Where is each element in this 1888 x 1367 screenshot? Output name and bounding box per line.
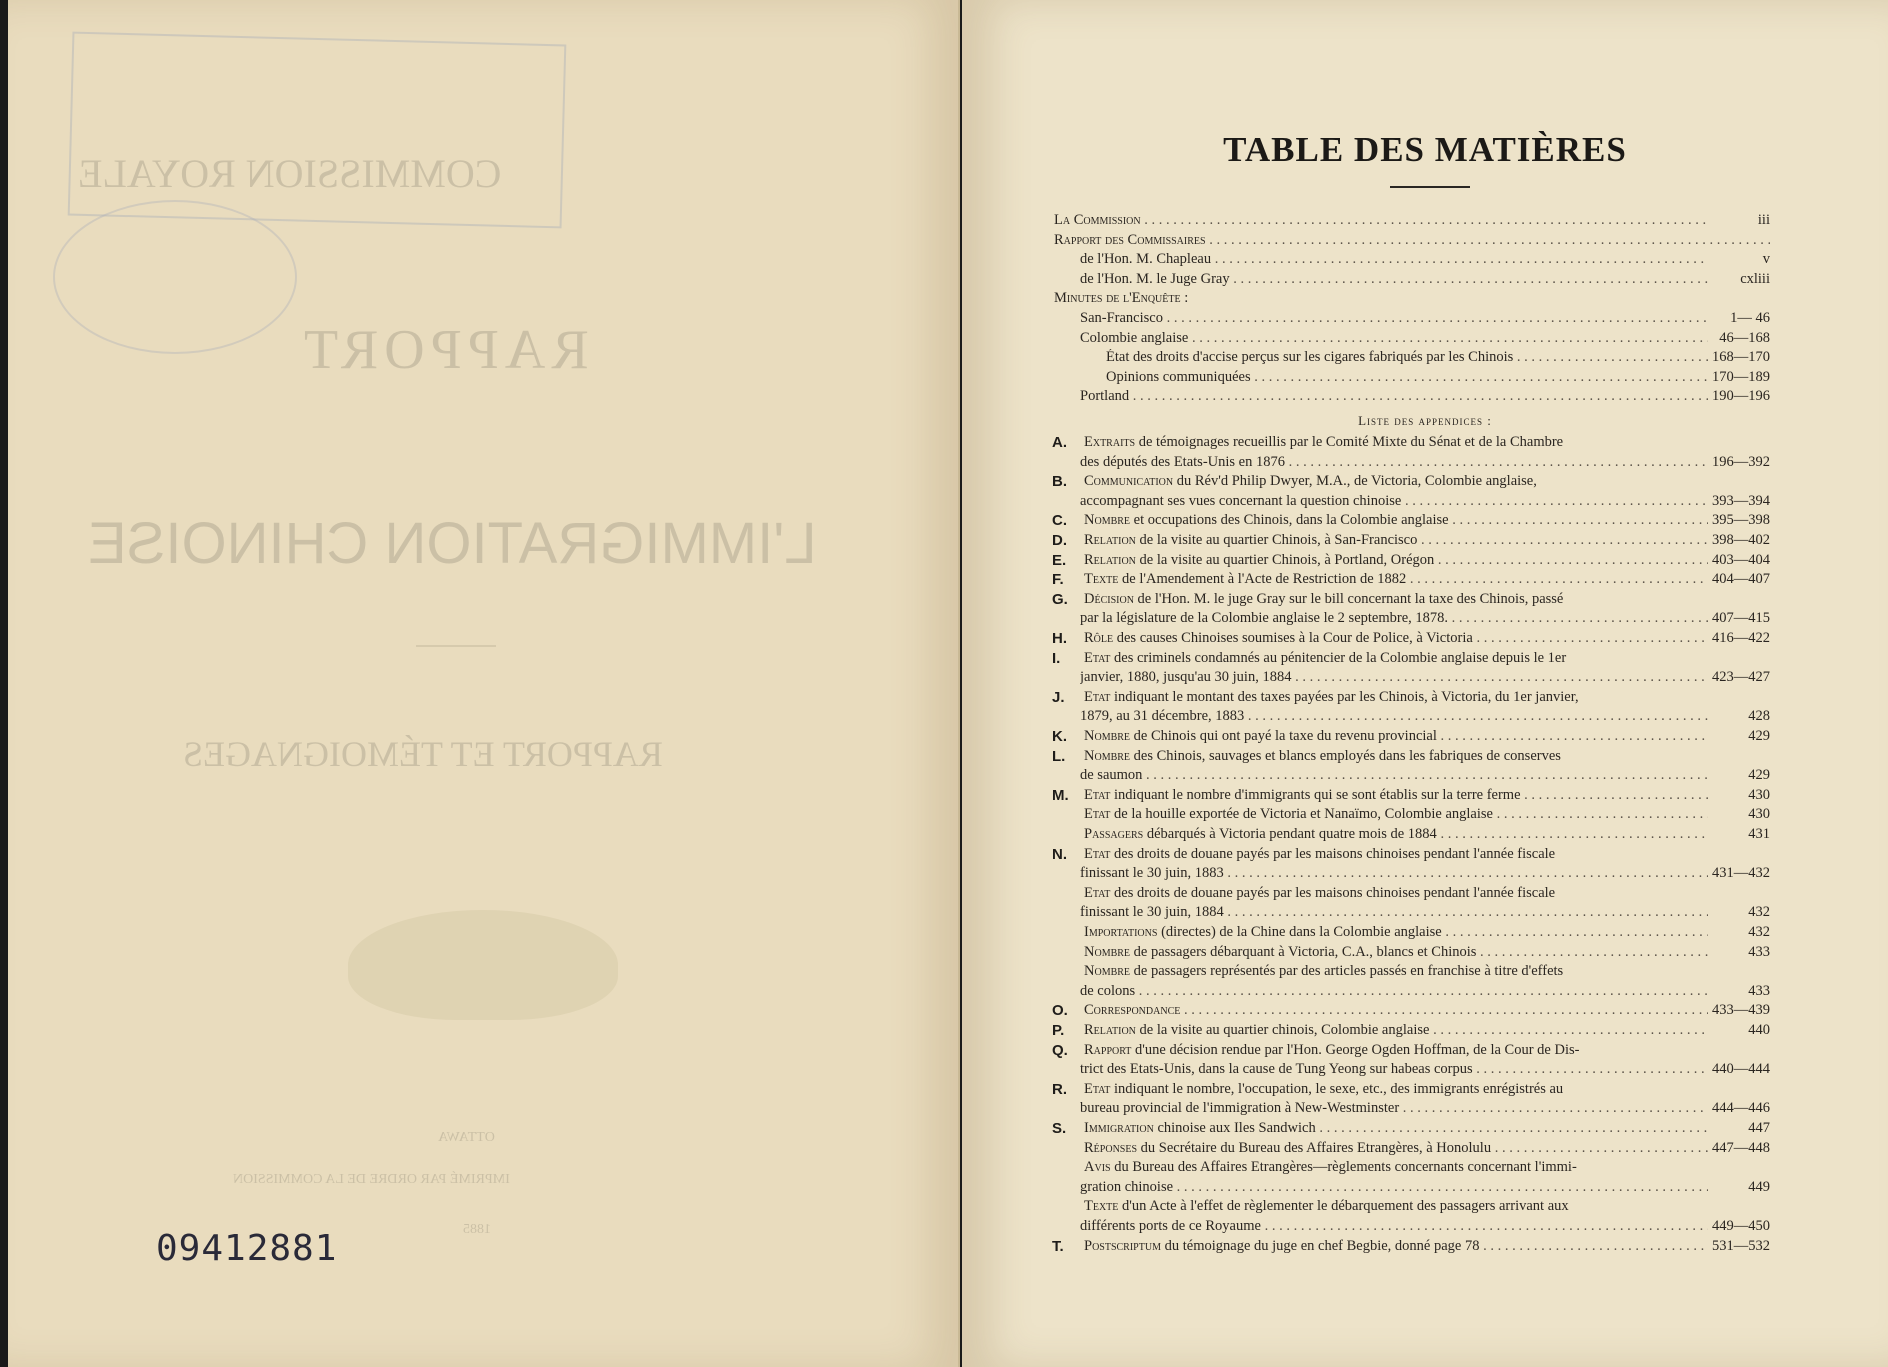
entry-lead: Immigration — [1084, 1120, 1154, 1136]
entry-text — [1084, 552, 1708, 569]
toc-row — [962, 473, 1888, 492]
toc-row — [962, 571, 1888, 590]
entry-lead: Relation — [1084, 532, 1136, 548]
entry-lead: Correspondance — [1084, 1002, 1181, 1019]
entry-lead: Texte — [1084, 1198, 1119, 1215]
toc-row — [962, 1100, 1888, 1119]
appendix-letter: N. — [1052, 845, 1067, 863]
page-reference: 433—439 — [1712, 1002, 1770, 1019]
page-reference: 395—398 — [1712, 512, 1770, 529]
entry-text — [1080, 983, 1708, 1000]
entry-text — [1084, 591, 1770, 608]
appendix-letter: L. — [1052, 747, 1066, 765]
show-through-temoignages: RAPPORT ET TÉMOIGNAGES — [183, 734, 663, 774]
appendix-letter: B. — [1052, 473, 1067, 491]
toc-row — [962, 434, 1888, 453]
toc-row — [962, 885, 1888, 904]
entry-text — [1084, 512, 1708, 529]
toc-row — [962, 924, 1888, 943]
toc-row — [962, 232, 1888, 251]
entry-body: de colons — [1080, 982, 1136, 999]
entry-body: du témoignage du juge en chef Begbie, donné page 78 — [1160, 1237, 1480, 1254]
entry-text — [1084, 1198, 1770, 1215]
entry-text — [1084, 806, 1708, 823]
page-reference: 430 — [1748, 786, 1770, 803]
toc-row — [962, 493, 1888, 512]
page-reference: 432 — [1748, 924, 1770, 940]
page-reference: 440 — [1748, 1022, 1770, 1038]
entry-body: de passagers représentés par des articles passés en franchise à titre d'effets — [1130, 963, 1564, 980]
entry-text — [1084, 630, 1708, 647]
appendix-letter: T. — [1052, 1237, 1064, 1255]
entry-body: de la visite au quartier Chinois, à San-Francisco — [1135, 532, 1418, 548]
entry-text — [1080, 610, 1708, 627]
entry-body: du Bureau des Affaires Etrangères—règlements concernants concernant l'immi- — [1110, 1159, 1577, 1176]
toc-row — [962, 1061, 1888, 1080]
toc-row — [962, 904, 1888, 923]
entry-body: de l'Hon. M. Chapleau — [1080, 251, 1212, 268]
entry-lead: Rapport — [1084, 1041, 1132, 1058]
entry-body: des droits de douane payés par les maisons chinoises pendant l'année fiscale — [1110, 845, 1556, 862]
entry-text — [1084, 826, 1708, 843]
entry-text — [1084, 650, 1770, 667]
entry-body: indiquant le nombre d'immigrants qui se sont établis sur la terre ferme — [1110, 786, 1521, 803]
entry-text — [1080, 865, 1708, 882]
appendix-heading: Liste des appendices : — [1358, 413, 1492, 428]
entry-body: et occupations des Chinois, dans la Colombie anglaise — [1130, 512, 1449, 529]
toc-row — [962, 212, 1888, 231]
entry-body: Colombie anglaise — [1080, 329, 1189, 346]
right-page — [962, 0, 1888, 1367]
entry-body: du Secrétaire du Bureau des Affaires Etrangères, à Honolulu — [1137, 1139, 1492, 1156]
entry-body: Portland — [1080, 388, 1130, 405]
page-reference: 1— 46 — [1730, 310, 1770, 326]
toc-row — [962, 1179, 1888, 1198]
entry-text — [1084, 963, 1770, 980]
show-through-imprint: IMPRIMÉ PAR ORDRE DE LA COMMISSION — [233, 1172, 510, 1187]
toc-row — [962, 1140, 1888, 1159]
entry-text — [1084, 1238, 1708, 1255]
entry-text — [1084, 1120, 1708, 1137]
entry-text — [1084, 689, 1770, 706]
entry-body: d'un Acte à l'effet de règlementer le débarquement des passagers arrivant aux — [1118, 1198, 1569, 1215]
entry-text — [1084, 1081, 1770, 1098]
entry-lead: Décision — [1084, 590, 1134, 607]
entry-text — [1080, 310, 1708, 327]
appendix-letter: C. — [1052, 512, 1067, 530]
page-reference: 398—402 — [1712, 532, 1770, 548]
page-reference: 404—407 — [1712, 571, 1770, 588]
entry-body: débarqués à Victoria pendant quatre mois de 1884 — [1143, 826, 1437, 842]
entry-lead: Nombre — [1084, 512, 1131, 529]
entry-body: des criminels condamnés au pénitencier de la Colombie anglaise depuis le 1er — [1110, 649, 1567, 666]
toc-row — [962, 650, 1888, 669]
toc-row — [962, 290, 1888, 309]
page-reference: cxliii — [1740, 270, 1770, 287]
show-through-commission: COMMISSION ROYALE — [78, 151, 502, 196]
page-reference: 190—196 — [1712, 388, 1770, 405]
page-reference: 449 — [1748, 1178, 1770, 1195]
appendix-letter: F. — [1052, 571, 1064, 589]
page-reference: 196—392 — [1712, 453, 1770, 470]
page-reference: 432 — [1748, 904, 1770, 921]
entry-body: accompagnant ses vues concernant la question chinoise — [1080, 492, 1402, 509]
toc-row — [962, 669, 1888, 688]
entry-text — [1080, 251, 1708, 268]
toc-row — [962, 1120, 1888, 1139]
entry-body: gration chinoise — [1080, 1178, 1174, 1195]
page-reference: 170—189 — [1712, 368, 1770, 385]
entry-body: de la visite au quartier Chinois, à Portland, Orégon — [1135, 551, 1435, 568]
toc-row — [962, 271, 1888, 290]
catalog-number: 09412881 — [156, 1228, 338, 1269]
entry-lead: Etat — [1084, 806, 1111, 823]
entry-body: indiquant le nombre, l'occupation, le sexe, etc., des immigrants enrégistrés au — [1110, 1080, 1564, 1097]
entry-text — [1084, 571, 1708, 588]
page-reference: 430 — [1748, 806, 1770, 823]
entry-body: bureau provincial de l'immigration à New-Westminster — [1080, 1100, 1400, 1117]
entry-text — [1080, 1061, 1708, 1078]
page-reference: 444—446 — [1712, 1100, 1770, 1117]
entry-body: chinoise aux Iles Sandwich — [1153, 1120, 1316, 1136]
toc-row — [962, 846, 1888, 865]
entry-body: par la législature de la Colombie anglaise le 2 septembre, 1878. — [1080, 610, 1449, 627]
entry-body: janvier, 1880, jusqu'au 30 juin, 1884 — [1080, 669, 1292, 686]
toc-row — [962, 1081, 1888, 1100]
round-stamp — [53, 200, 297, 354]
entry-lead: Etat — [1084, 1080, 1111, 1097]
page-reference: 447—448 — [1712, 1139, 1770, 1156]
entry-text — [1084, 924, 1708, 941]
left-page — [8, 0, 960, 1367]
toc-row — [962, 787, 1888, 806]
entry-text — [1054, 232, 1770, 249]
entry-text — [1084, 885, 1770, 902]
toc-row — [962, 1042, 1888, 1061]
page-reference: 393—394 — [1712, 492, 1770, 509]
entry-text — [1080, 669, 1708, 686]
entry-lead: Postscriptum — [1084, 1237, 1161, 1254]
entry-body: Opinions communiquées — [1106, 368, 1251, 385]
toc-row — [962, 806, 1888, 825]
page-reference: 429 — [1748, 767, 1770, 784]
entry-lead: Nombre — [1084, 963, 1131, 980]
entry-lead: Relation — [1084, 551, 1136, 568]
toc-row — [962, 1022, 1888, 1041]
appendix-letter: G. — [1052, 590, 1068, 608]
entry-body: différents ports de ce Royaume — [1080, 1218, 1261, 1234]
entry-text — [1080, 454, 1708, 471]
entry-text — [1080, 330, 1708, 347]
entry-body: des Chinois, sauvages et blancs employés dans les fabriques de conserves — [1130, 747, 1561, 764]
entry-body: finissant le 30 juin, 1884 — [1080, 904, 1224, 921]
toc-row — [962, 552, 1888, 571]
appendix-letter: D. — [1052, 532, 1067, 549]
show-through-rapport: RAPPORT — [298, 319, 589, 381]
appendix-letter: K. — [1052, 728, 1067, 745]
page-reference: 449—450 — [1712, 1218, 1770, 1234]
entry-body: 1879, au 31 décembre, 1883 — [1080, 708, 1245, 725]
entry-lead: Nombre — [1084, 747, 1131, 764]
toc-row — [962, 708, 1888, 727]
toc-row — [962, 689, 1888, 708]
entry-body: de la houille exportée de Victoria et Nanaïmo, Colombie anglaise — [1110, 806, 1493, 823]
page-reference: 46—168 — [1719, 329, 1770, 346]
entry-body: des députés des Etats-Unis en 1876 — [1080, 453, 1285, 470]
entry-text — [1084, 1159, 1770, 1176]
toc-row — [962, 1218, 1888, 1237]
toc-row — [962, 748, 1888, 767]
entry-lead: Extraits — [1084, 434, 1136, 450]
entry-lead: Réponses — [1084, 1139, 1138, 1156]
entry-body: trict des Etats-Unis, dans la cause de Tung Yeong sur habeas corpus — [1080, 1061, 1473, 1078]
entry-lead: Relation — [1084, 1022, 1136, 1038]
page-reference: 431 — [1748, 826, 1770, 842]
toc-row — [962, 826, 1888, 845]
entry-text — [1084, 434, 1770, 451]
entry-text — [1084, 1042, 1770, 1059]
entry-text — [1106, 349, 1708, 366]
toc-title: TABLE DES MATIÈRES — [1223, 130, 1627, 169]
entry-lead: Nombre — [1084, 943, 1131, 960]
entry-body: des droits de douane payés par les maisons chinoises pendant l'année fiscale — [1110, 884, 1556, 901]
show-through-year: 1885 — [463, 1222, 491, 1237]
appendix-letter: J. — [1052, 688, 1065, 706]
entry-body: État des droits d'accise perçus sur les cigares fabriqués par les Chinois — [1106, 349, 1514, 366]
toc-row — [962, 591, 1888, 610]
page-reference: v — [1762, 251, 1770, 268]
entry-lead: Rôle — [1084, 630, 1114, 646]
entry-lead: La Commission — [1054, 212, 1141, 228]
page-reference: 428 — [1748, 708, 1770, 725]
toc-row — [962, 454, 1888, 473]
entry-lead: Importations — [1084, 924, 1158, 940]
appendix-letter: E. — [1052, 551, 1067, 569]
toc-row — [962, 349, 1888, 368]
appendix-letter: S. — [1052, 1120, 1067, 1137]
entry-lead: Etat — [1084, 884, 1111, 901]
toc-row — [962, 251, 1888, 270]
entry-body: d'une décision rendue par l'Hon. George Ogden Hoffman, de la Cour de Dis- — [1131, 1041, 1580, 1058]
entry-text — [1084, 1022, 1708, 1039]
crest-emblem — [348, 910, 618, 1020]
entry-lead: Etat — [1084, 845, 1111, 862]
appendix-letter: R. — [1052, 1080, 1067, 1098]
entry-text — [1084, 748, 1770, 765]
entry-text — [1084, 846, 1770, 863]
appendix-letter: H. — [1052, 630, 1067, 647]
show-through-ottawa: OTTAWA — [438, 1130, 495, 1145]
page-reference: 447 — [1748, 1120, 1770, 1136]
entry-text — [1084, 1002, 1708, 1019]
toc-row — [962, 532, 1888, 551]
entry-lead: Passagers — [1084, 826, 1144, 842]
entry-lead: Minutes de l'Enquête : — [1054, 290, 1189, 307]
entry-text — [1080, 904, 1708, 921]
page-reference: 407—415 — [1712, 610, 1770, 627]
toc-row — [962, 610, 1888, 629]
page-reference: 416—422 — [1712, 630, 1770, 646]
title-rule — [1390, 186, 1470, 188]
entry-text — [1084, 1140, 1708, 1157]
entry-body: de l'Hon. M. le juge Gray sur le bill concernant la taxe des Chinois, passé — [1133, 590, 1564, 607]
entry-body: de passagers débarquant à Victoria, C.A., blancs et Chinois — [1130, 943, 1477, 960]
entry-body: de l'Hon. M. le Juge Gray — [1080, 270, 1230, 287]
appendix-letter: I. — [1052, 649, 1061, 667]
entry-text — [1084, 728, 1708, 745]
toc-row — [962, 983, 1888, 1002]
entry-text — [1084, 787, 1708, 804]
appendix-letter: O. — [1052, 1002, 1068, 1020]
toc-row — [962, 767, 1888, 786]
entry-body: du Rév'd Philip Dwyer, M.A., de Victoria, Colombie anglaise, — [1173, 473, 1537, 490]
appendix-letter: Q. — [1052, 1041, 1068, 1059]
entry-lead: Etat — [1084, 688, 1111, 705]
page-reference: 433 — [1748, 943, 1770, 960]
entry-body: (directes) de la Chine dans la Colombie anglaise — [1157, 924, 1442, 940]
entry-body: de Chinois qui ont payé la taxe du revenu provincial — [1130, 728, 1437, 744]
entry-text — [1054, 290, 1770, 307]
entry-body: San-Francisco — [1080, 310, 1163, 326]
toc-row — [962, 1238, 1888, 1257]
entry-body: indiquant le montant des taxes payées par les Chinois, à Victoria, du 1er janvier, — [1110, 688, 1579, 705]
entry-text — [1080, 1100, 1708, 1117]
toc-row — [962, 728, 1888, 747]
entry-text — [1054, 212, 1708, 229]
page-reference: 531—532 — [1712, 1237, 1770, 1254]
entry-lead: Texte — [1084, 571, 1119, 588]
entry-body: de saumon — [1080, 767, 1143, 784]
entry-body: de la visite au quartier chinois, Colombie anglaise — [1135, 1022, 1430, 1038]
entry-text — [1084, 532, 1708, 549]
toc-row — [962, 512, 1888, 531]
page-reference: 429 — [1748, 728, 1770, 744]
show-through-rule — [416, 645, 496, 647]
page-reference: 433 — [1748, 982, 1770, 999]
entry-text — [1084, 944, 1708, 961]
toc-row — [962, 963, 1888, 982]
entry-text — [1080, 708, 1708, 725]
page-reference: 168—170 — [1712, 349, 1770, 366]
toc-row — [962, 388, 1888, 407]
entry-text — [1080, 767, 1708, 784]
entry-text — [1080, 1218, 1708, 1235]
entry-body: de l'Amendement à l'Acte de Restriction de 1882 — [1118, 571, 1407, 588]
entry-text — [1080, 1179, 1708, 1196]
toc-row — [962, 1198, 1888, 1217]
toc-row — [962, 944, 1888, 963]
appendix-letter: A. — [1052, 434, 1067, 451]
toc-row — [962, 330, 1888, 349]
toc-row — [962, 1002, 1888, 1021]
library-stamp — [68, 32, 567, 229]
entry-text — [1080, 271, 1708, 288]
entry-lead: Rapport des Commissaires — [1054, 231, 1206, 248]
toc-row — [962, 630, 1888, 649]
entry-lead: Etat — [1084, 649, 1111, 666]
entry-lead: Communication — [1084, 473, 1174, 490]
page-reference: 431—432 — [1712, 865, 1770, 882]
entry-lead: Nombre — [1084, 728, 1131, 744]
page-reference: 403—404 — [1712, 551, 1770, 568]
toc-row — [962, 369, 1888, 388]
entry-body: de témoignages recueillis par le Comité Mixte du Sénat et de la Chambre — [1135, 434, 1564, 450]
entry-text — [1084, 473, 1770, 490]
page-reference: 423—427 — [1712, 669, 1770, 686]
entry-body: des causes Chinoises soumises à la Cour de Police, à Victoria — [1113, 630, 1473, 646]
entry-lead: Etat — [1084, 786, 1111, 803]
page-reference: 440—444 — [1712, 1061, 1770, 1078]
entry-text — [1080, 493, 1708, 510]
toc-row — [962, 310, 1888, 329]
entry-text — [1080, 388, 1708, 405]
toc-row — [962, 1159, 1888, 1178]
show-through-immigration: L'IMMIGRATION CHINOISE — [88, 511, 817, 576]
page-reference: iii — [1757, 212, 1770, 228]
appendix-letter: P. — [1052, 1022, 1065, 1039]
toc-row — [962, 865, 1888, 884]
entry-text — [1106, 369, 1708, 386]
entry-lead: Avis — [1084, 1159, 1111, 1176]
appendix-letter: M. — [1052, 786, 1069, 804]
entry-body: finissant le 30 juin, 1883 — [1080, 865, 1224, 882]
